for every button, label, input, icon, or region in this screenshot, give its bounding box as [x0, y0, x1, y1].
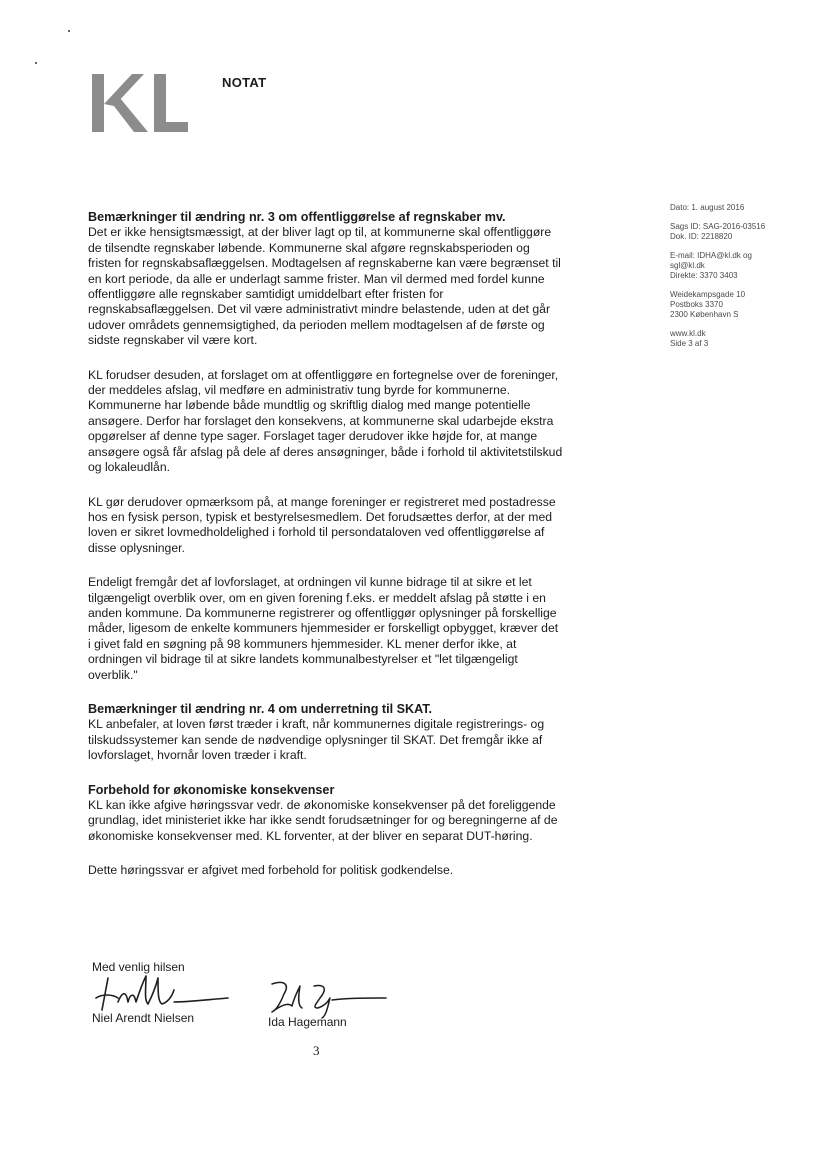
meta-date: Dato: 1. august 2016 [670, 203, 745, 212]
scan-speck [68, 30, 70, 32]
paragraph: Endeligt fremgår det af lovforslaget, at ordningen vil kunne bidrage til at sikre et let tilgængeligt overblik over, om en given forening f.eks. er meddelt afslag på støtte i en anden kommune. Da kommunerne registrerer og offentliggør oplysninger på forskellige måder, ligesom de enkelte kommuners hjemmesider er forskelligt opbygget, kræver det i givet fald en søgning på 98 kommuners hjemmesider. KL mener derfor ikke, at ordningen vil bidrage til at sikre landets kommunalbestyrelser et "let tilgængeligt overblik." [88, 575, 559, 682]
paragraph: KL gør derudover opmærksom på, at mange foreninger er registreret med postadresse hos en fysisk person, typisk et bestyrelsesmedlem. Det forudsættes derfor, at der med loven er sikret lovmedholdelighed i forhold til persondataloven ved offentliggørelse af disse oplysninger. [88, 494, 556, 555]
meta-email-2: sgl@kl.dk [670, 261, 705, 270]
page-number: 3 [313, 1043, 320, 1058]
closing-note: Dette høringssvar er afgivet med forbehold for politisk godkendelse. [88, 863, 454, 878]
kl-logo [92, 74, 188, 132]
paragraph: Det er ikke hensigtsmæssigt, at der bliver lagt op til, at kommunerne skal offentliggøre de tilsendte regnskaber løbende. Kommunerne skal afgøre regnskabsperioden og fristen for regnskabsaflæggelsen. Modtagelsen af regnskaberne kan være begrænset til en kort periode, da alle er underlagt samme frister. Man vil dermed med fordel kunne offentliggøre alle regnskaber samtidigt umiddelbart efter fristen for regnskabsaflæggelsen. Det vil være administrativt mindre belastende, uden at det går udover områdets gennemsigtighed, da perioden mellem modtagelsen af de første og sidste regnskaber vil være kort. [88, 225, 561, 348]
meta-address-box: Postboks 3370 [670, 300, 723, 309]
scan-speck [35, 62, 37, 64]
document-type: NOTAT [222, 75, 267, 90]
meta-page: Side 3 af 3 [670, 339, 709, 348]
section-heading: Bemærkninger til ændring nr. 3 om offentliggørelse af regnskaber mv. [88, 210, 506, 224]
paragraph: KL forudser desuden, at forslaget om at offentliggøre en fortegnelse over de foreninger, der meddeles afslag, vil medføre en administrativ tung byrde for kommunerne. Kommunerne har løbende både mundtlig og skriftlig dialog med mange potentielle ansøgere. Derfor har forslaget den konsekvens, at kommunerne skal udarbejde ekstra opgørelser af denne type sager. Forslaget tager derudover ikke højde for, at mange ansøgere også får afslag på dele af deres ansøgninger, både i forhold til aktivitetstilskud og lokaleudlån. [88, 367, 563, 475]
meta-sags-id: Sags ID: SAG-2016-03516 [670, 222, 766, 231]
handwritten-signature-1 [88, 972, 248, 1016]
signer-name-1: Niel Arendt Nielsen [92, 1011, 195, 1025]
signer-name-2: Ida Hagemann [268, 1015, 347, 1029]
meta-address-street: Weidekampsgade 10 [670, 290, 746, 299]
section-1 [88, 210, 563, 349]
section-2 [88, 702, 563, 764]
section-heading: Bemærkninger til ændring nr. 4 om underretning til SKAT. [88, 701, 433, 716]
meta-address-city: 2300 København S [670, 310, 739, 319]
meta-phone: Direkte: 3370 3403 [670, 271, 738, 280]
section-3 [88, 783, 563, 845]
sidebar-meta [670, 203, 820, 358]
document-body [88, 210, 563, 898]
meta-email: E-mail: IDHA@kl.dk og [670, 251, 752, 260]
paragraph: KL kan ikke afgive høringssvar vedr. de økonomiske konsekvenser på det foreliggende grundlag, idet ministeriet ikke har ikke sendt forudsætninger for og beregningerne af de økonomiske konsekvenser med. KL forventer, at der bliver en separat DUT-høring. [88, 798, 558, 843]
meta-dok-id: Dok. ID: 2218820 [670, 232, 733, 241]
greeting: Med venlig hilsen [92, 960, 185, 974]
paragraph: KL anbefaler, at loven først træder i kraft, når kommunernes digitale registrerings- og tilskudssystemer kan sende de nødvendige oplysninger til SKAT. Det fremgår ikke af lovforslaget, hvornår loven træder i kraft. [88, 717, 545, 763]
meta-website: www.kl.dk [670, 329, 706, 338]
handwritten-signature-2 [262, 976, 392, 1020]
section-heading: Forbehold for økonomiske konsekvenser [88, 782, 335, 797]
